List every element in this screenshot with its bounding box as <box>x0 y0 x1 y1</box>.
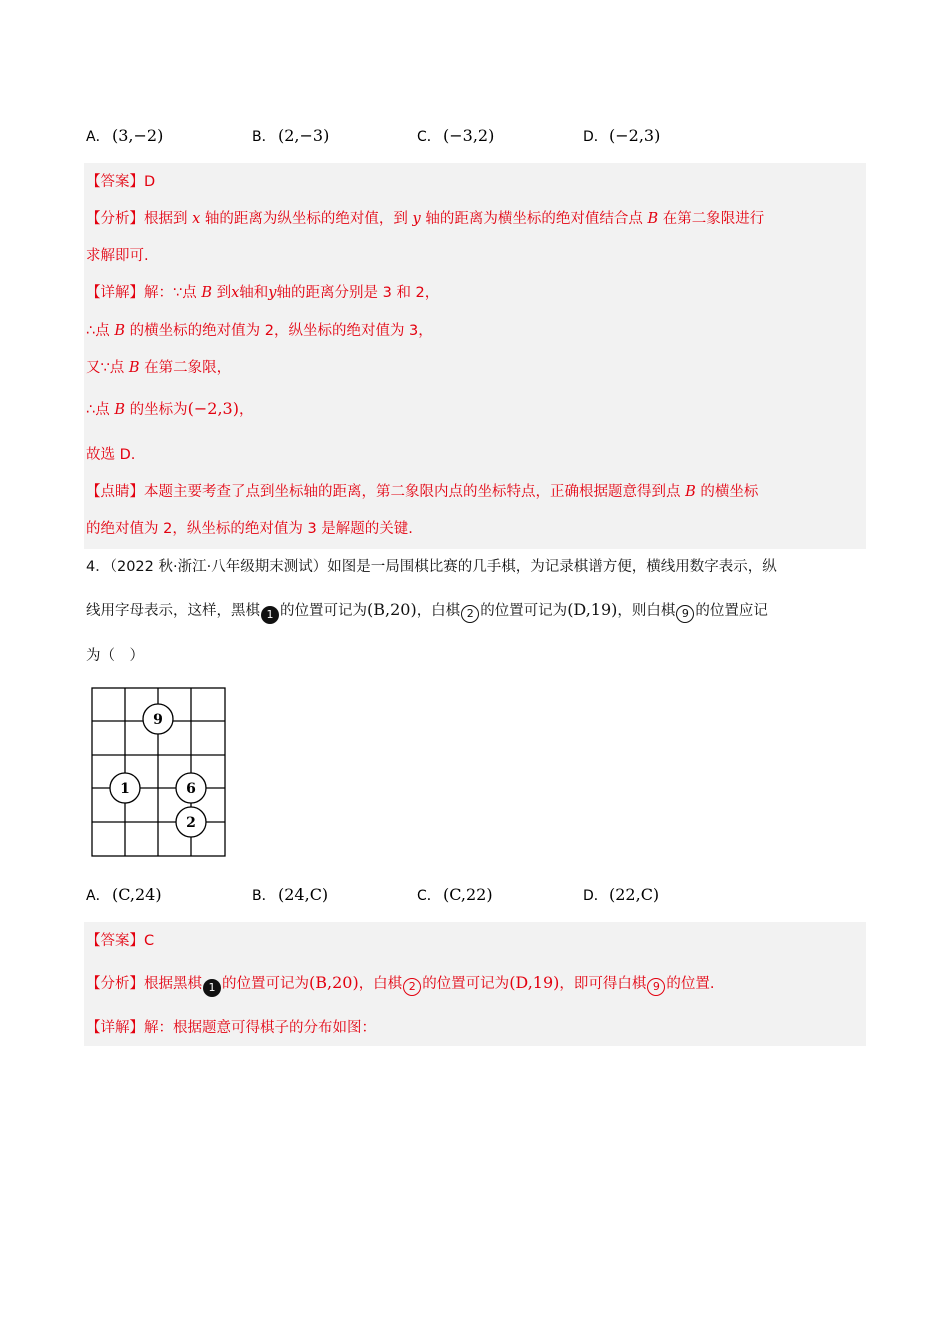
stone-6 <box>176 773 206 803</box>
stone-label: 1 <box>120 781 130 797</box>
text: 轴的距离为纵坐标的绝对值，到 <box>200 211 413 227</box>
q3-detail-line-3 <box>86 357 862 379</box>
q4-stem-line-2 <box>86 599 862 624</box>
white-stone-icon: 2 <box>461 605 479 623</box>
text: 轴和 <box>239 285 269 301</box>
go-board-figure <box>91 687 227 859</box>
black-stone-icon: 1 <box>203 979 221 997</box>
option-letter: B． <box>252 888 276 904</box>
q3-option-d[interactable] <box>583 126 660 146</box>
q3-detail-line-4 <box>86 398 862 421</box>
option-value: (−3,2) <box>443 126 495 145</box>
q4-option-d[interactable] <box>583 885 659 905</box>
text: 的横坐标 <box>695 484 759 500</box>
stone-9 <box>143 704 173 734</box>
text: 的位置应记 <box>695 603 768 619</box>
coordinate: (D,19) <box>567 600 618 619</box>
text: ，则白棋 <box>617 603 676 619</box>
q3-remark-line-2: 的绝对值为 2，纵坐标的绝对值为 3 是解题的关键. <box>86 521 413 537</box>
text: 的位置可记为 <box>280 603 367 619</box>
q4-stem-line-3: 为（ ） <box>86 648 144 664</box>
stone-2 <box>176 807 206 837</box>
q3-answer <box>86 171 862 193</box>
q4-detail <box>86 1017 862 1039</box>
option-letter: A． <box>86 888 110 904</box>
var-x: x <box>192 211 201 227</box>
answer-tag: 【答案】 <box>86 174 144 190</box>
option-value: (3,−2) <box>112 126 164 145</box>
detail-tag: 【详解】 <box>86 285 144 301</box>
text: 的位置可记为 <box>422 976 510 992</box>
text: 到 <box>212 285 232 301</box>
q4-options <box>86 885 866 913</box>
coordinate: (B,20) <box>309 973 359 992</box>
text: 的坐标为 <box>125 402 188 418</box>
option-value: (C,22) <box>443 885 493 904</box>
coordinate: (D,19) <box>509 973 560 992</box>
text: ∴点 <box>86 402 115 418</box>
text: ，即可得白棋 <box>559 976 647 992</box>
var-b: B <box>128 360 140 376</box>
text: 解：∵点 <box>144 285 202 301</box>
q4-option-c[interactable] <box>417 885 493 905</box>
text: 在第二象限， <box>139 360 232 376</box>
var-b: B <box>647 211 659 227</box>
q3-option-c[interactable] <box>417 126 494 146</box>
text: 的横坐标的绝对值为 2，纵坐标的绝对值为 3， <box>125 323 433 339</box>
option-letter: A． <box>86 129 110 145</box>
answer-tag: 【答案】 <box>86 933 144 949</box>
answer-value: D <box>144 174 156 190</box>
black-stone-icon: 1 <box>261 606 279 624</box>
white-stone-icon: 9 <box>676 605 694 623</box>
text: 的位置. <box>666 976 715 992</box>
var-b: B <box>201 285 212 301</box>
white-stone-icon: 9 <box>647 978 665 996</box>
text: 的位置可记为 <box>480 603 568 619</box>
text: 本题主要考查了点到坐标轴的距离，第二象限内点的坐标特点，正确根据题意得到点 <box>144 484 686 500</box>
var-b: B <box>114 323 125 339</box>
q3-detail-line-2 <box>86 320 862 342</box>
q4-analysis <box>86 972 862 997</box>
var-y: y <box>268 285 277 301</box>
analysis-tag: 【分析】 <box>86 976 144 992</box>
q4-answer <box>86 930 862 952</box>
text: 根据到 <box>144 211 193 227</box>
q3-option-a[interactable] <box>86 126 163 146</box>
text: 轴的距离分别是 3 和 2， <box>276 285 440 301</box>
white-stone-icon: 2 <box>403 978 421 996</box>
option-letter: D． <box>583 888 608 904</box>
remark-tag: 【点睛】 <box>86 484 144 500</box>
var-b: B <box>114 402 125 418</box>
analysis-tag: 【分析】 <box>86 211 144 227</box>
stone-label: 2 <box>186 815 196 831</box>
stone-1 <box>110 773 140 803</box>
q3-remark-line-1 <box>86 481 862 503</box>
text: 又∵点 <box>86 360 129 376</box>
option-letter: D． <box>583 129 608 145</box>
q4-option-b[interactable] <box>252 885 328 905</box>
var-b: B <box>685 484 696 500</box>
q3-options <box>86 126 866 154</box>
stone-label: 9 <box>153 712 163 728</box>
option-letter: C． <box>417 888 441 904</box>
option-value: (22,C) <box>609 885 660 904</box>
q4-stem-line-1: 4．（2022 秋·浙江·八年级期末测试）如图是一局围棋比赛的几手棋，为记录棋谱方便，横线用数字表示，纵 <box>86 559 777 575</box>
option-value: (2,−3) <box>278 126 330 145</box>
text: 解：根据题意可得棋子的分布如图： <box>144 1020 376 1036</box>
q3-detail-line-1 <box>86 282 862 304</box>
stone-label: 6 <box>186 781 196 797</box>
q4-option-a[interactable] <box>86 885 162 905</box>
option-letter: B． <box>252 129 276 145</box>
coordinate: (B,20) <box>367 600 417 619</box>
option-letter: C． <box>417 129 441 145</box>
option-value: (C,24) <box>112 885 162 904</box>
answer-value: C <box>144 933 155 949</box>
coordinate: (−2,3) <box>187 399 239 418</box>
text: ∴点 <box>86 323 115 339</box>
var-x: x <box>231 285 240 301</box>
text: ， <box>238 402 254 418</box>
q3-option-b[interactable] <box>252 126 329 146</box>
detail-tag: 【详解】 <box>86 1020 144 1036</box>
q3-analysis-line-2: 求解即可. <box>86 248 149 264</box>
option-value: (24,C) <box>278 885 329 904</box>
q3-analysis-line-1 <box>86 208 862 230</box>
option-value: (−2,3) <box>609 126 661 145</box>
text: 在第二象限进行 <box>658 211 765 227</box>
text: 的位置可记为 <box>222 976 309 992</box>
q3-detail-line-5: 故选 D. <box>86 447 136 463</box>
text: 线用字母表示，这样，黑棋 <box>86 603 260 619</box>
text: 轴的距离为横坐标的绝对值结合点 <box>420 211 648 227</box>
text: ，白棋 <box>358 976 403 992</box>
var-y: y <box>412 211 421 227</box>
text: ，白棋 <box>416 603 461 619</box>
text: 根据黑棋 <box>144 976 202 992</box>
